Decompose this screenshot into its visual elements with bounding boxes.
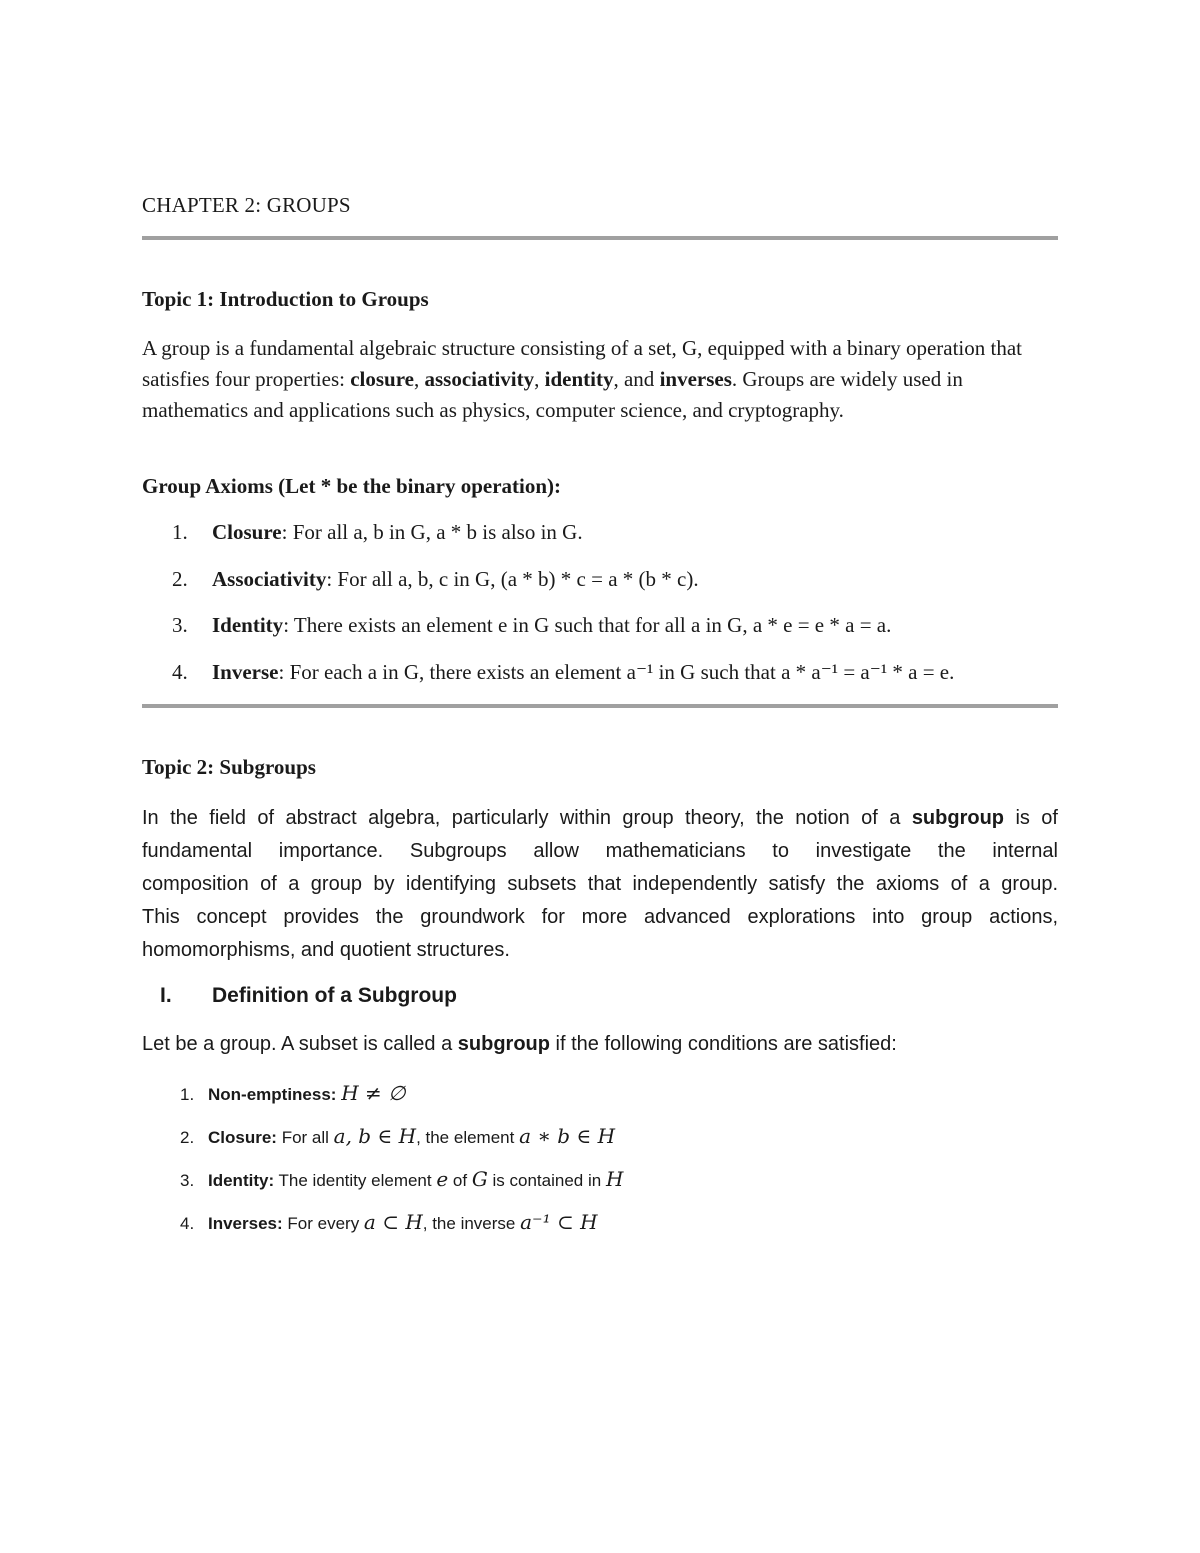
condition-text: The identity element bbox=[274, 1171, 437, 1190]
definition-text: Let be a group. A subset is called a bbox=[142, 1033, 458, 1055]
condition-text: For every bbox=[282, 1214, 364, 1233]
condition-text: For all bbox=[276, 1128, 334, 1147]
math-expression: H bbox=[605, 1167, 624, 1191]
condition-item bbox=[180, 1081, 1080, 1105]
axiom-item bbox=[172, 613, 1072, 638]
term-identity: identity bbox=[544, 367, 614, 391]
condition-name: Closure: bbox=[208, 1128, 277, 1147]
axiom-item bbox=[172, 520, 1072, 545]
intro-text: A group is a fundamental algebraic structure consisting of a set, G, equipped with a binary operation that satisfies four properties: bbox=[142, 336, 1023, 391]
separator: , bbox=[413, 367, 425, 391]
condition-text: is contained in bbox=[487, 1171, 606, 1190]
math-expression: G bbox=[471, 1167, 488, 1191]
condition-item bbox=[180, 1210, 1080, 1234]
definition-text: if the following conditions are satisfied: bbox=[550, 1033, 897, 1055]
list-number: 1. bbox=[172, 520, 188, 544]
term-closure: closure bbox=[350, 367, 414, 391]
axioms-heading: Group Axioms (Let * be the binary operation): bbox=[142, 474, 562, 498]
paragraph-line: fundamental importance. Subgroups allow mathematicians to investigate the internal bbox=[142, 840, 1058, 862]
list-number: 3. bbox=[180, 1171, 195, 1190]
section-title: Definition of a Subgroup bbox=[212, 984, 457, 1007]
term-associativity: associativity bbox=[424, 367, 535, 391]
paragraph-line: composition of a group by identifying subsets that independently satisfy the axioms of a group. bbox=[142, 873, 1058, 895]
list-number: 4. bbox=[172, 660, 188, 684]
axiom-name: Identity bbox=[212, 613, 284, 637]
horizontal-divider bbox=[142, 704, 1058, 708]
math-expression: e bbox=[436, 1167, 449, 1191]
axiom-text: : For each a in G, there exists an element a⁻¹ in G such that a * a⁻¹ = a⁻¹ * a = e. bbox=[278, 660, 955, 684]
line-text: is of bbox=[1004, 807, 1058, 829]
list-number: 4. bbox=[180, 1214, 195, 1233]
axiom-text: : For all a, b in G, a * b is also in G. bbox=[281, 520, 583, 544]
axiom-item bbox=[172, 660, 1072, 685]
axiom-name: Inverse bbox=[212, 660, 279, 684]
definition-paragraph bbox=[142, 1033, 1058, 1056]
math-expression: a, b ∈ H bbox=[333, 1124, 417, 1148]
paragraph-line: homomorphisms, and quotient structures. bbox=[142, 939, 510, 961]
separator: , bbox=[534, 367, 545, 391]
section-heading bbox=[160, 984, 457, 1008]
axiom-name: Closure bbox=[212, 520, 282, 544]
list-number: 3. bbox=[172, 613, 188, 637]
topic1-title: Topic 1: Introduction to Groups bbox=[142, 287, 429, 311]
separator: , and bbox=[613, 367, 660, 391]
list-number: 2. bbox=[172, 567, 188, 591]
term-subgroup: subgroup bbox=[911, 807, 1005, 829]
condition-text: , the inverse bbox=[422, 1214, 521, 1233]
topic1-intro-paragraph bbox=[142, 333, 1058, 426]
condition-text: of bbox=[448, 1171, 472, 1190]
condition-name: Identity: bbox=[208, 1171, 275, 1190]
paragraph-line bbox=[142, 802, 1058, 835]
list-number: 1. bbox=[180, 1085, 195, 1104]
axiom-text: : For all a, b, c in G, (a * b) * c = a * (b * c). bbox=[326, 567, 699, 591]
axiom-item bbox=[172, 567, 1072, 592]
condition-name: Non-emptiness: bbox=[208, 1085, 337, 1104]
math-expression: H ≠ ∅ bbox=[341, 1081, 406, 1105]
condition-text: , the element bbox=[416, 1128, 520, 1147]
line-text: In the field of abstract algebra, particularly within group theory, the notion of a bbox=[142, 807, 912, 829]
list-number: 2. bbox=[180, 1128, 195, 1147]
term-inverses: inverses bbox=[659, 367, 732, 391]
condition-name: Inverses: bbox=[208, 1214, 283, 1233]
term-subgroup: subgroup bbox=[457, 1033, 550, 1055]
axiom-text: : There exists an element e in G such that for all a in G, a * e = e * a = a. bbox=[283, 613, 892, 637]
section-number: I. bbox=[160, 984, 172, 1007]
intro-text-end: . Groups are widely used in mathematics and applications such as physics, computer science, and cryptography. bbox=[142, 367, 963, 422]
math-expression: a ∗ b ∈ H bbox=[519, 1124, 616, 1148]
axiom-name: Associativity bbox=[212, 567, 327, 591]
chapter-title: CHAPTER 2: GROUPS bbox=[142, 193, 351, 217]
horizontal-divider bbox=[142, 236, 1058, 240]
topic2-title: Topic 2: Subgroups bbox=[142, 755, 316, 779]
math-expression: a⁻¹ ⊂ H bbox=[520, 1210, 598, 1234]
topic2-intro-paragraph bbox=[142, 802, 1058, 967]
math-expression: a ⊂ H bbox=[363, 1210, 423, 1234]
condition-item bbox=[180, 1167, 1080, 1191]
condition-item bbox=[180, 1124, 1080, 1148]
paragraph-line: This concept provides the groundwork for more advanced explorations into group actions, bbox=[142, 906, 1058, 928]
